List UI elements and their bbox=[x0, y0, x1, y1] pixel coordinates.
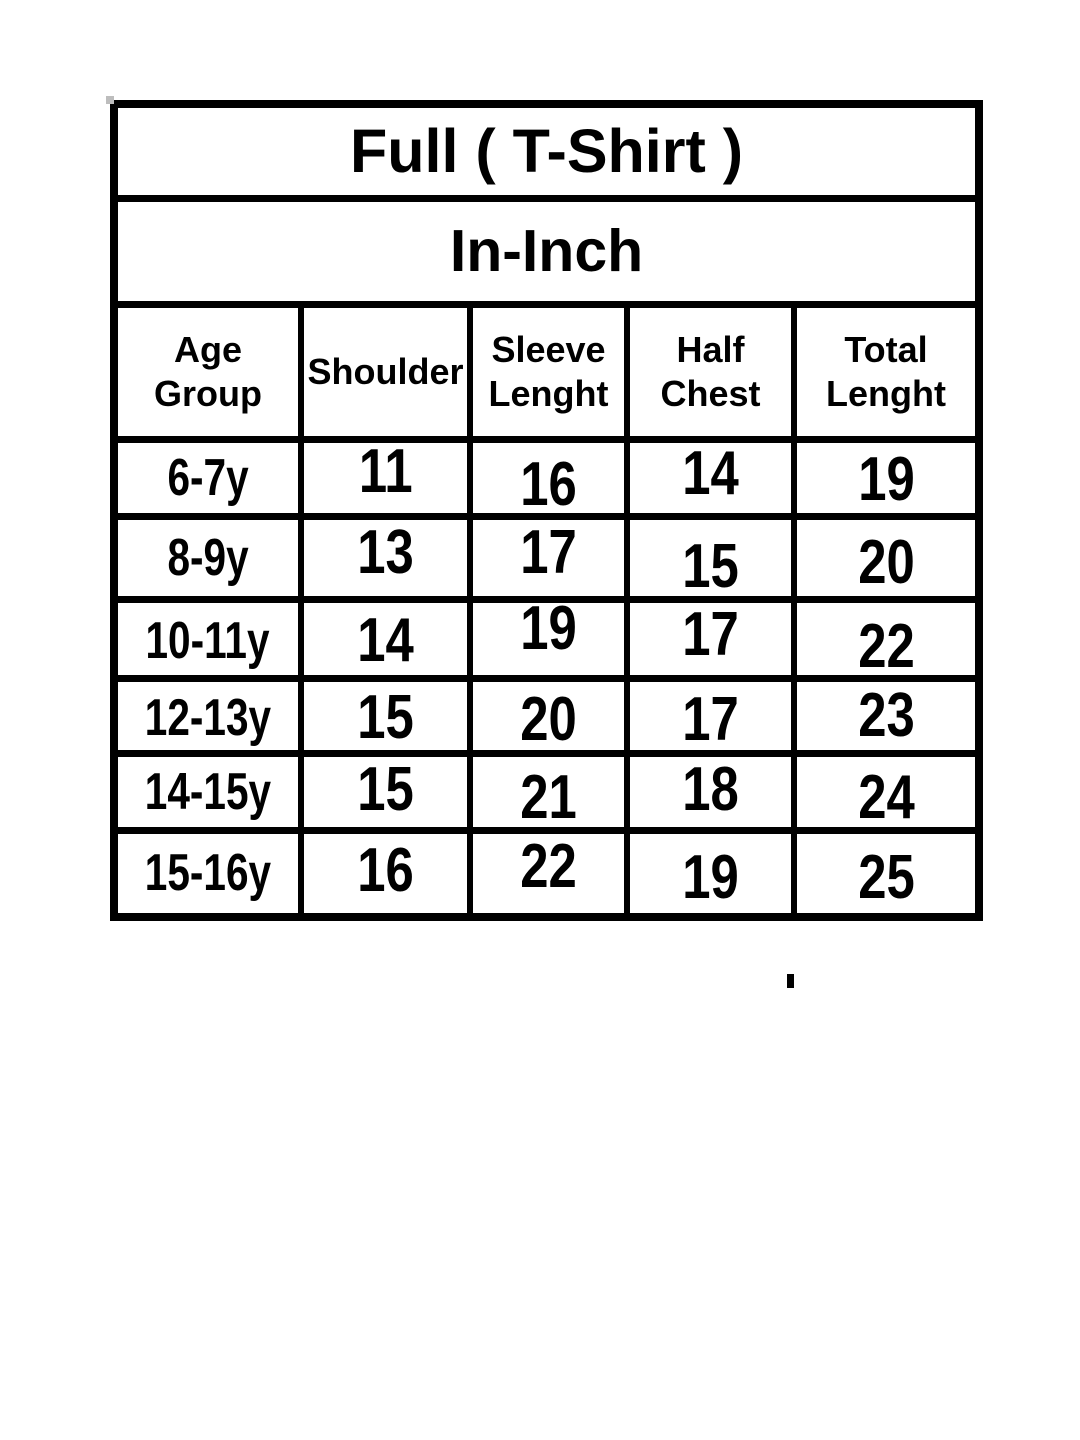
half-chest-value: 19 bbox=[682, 843, 739, 913]
table-row bbox=[114, 678, 979, 753]
total-length-value: 25 bbox=[857, 843, 915, 913]
cell-total-length bbox=[794, 439, 979, 516]
cell-sleeve-length bbox=[470, 830, 627, 917]
cell-sleeve-length bbox=[470, 516, 627, 599]
sleeve-length-value: 21 bbox=[520, 762, 577, 832]
cell-shoulder bbox=[301, 830, 470, 917]
total-length-value: 23 bbox=[857, 680, 915, 750]
shoulder-value: 14 bbox=[357, 605, 414, 675]
sleeve-length-value: 17 bbox=[520, 517, 577, 587]
cell-age-group bbox=[114, 753, 301, 830]
half-chest-value: 17 bbox=[682, 599, 739, 669]
sleeve-length-value: 22 bbox=[520, 832, 577, 902]
total-length-value: 19 bbox=[857, 444, 915, 514]
table-row bbox=[114, 599, 979, 678]
shoulder-value: 11 bbox=[358, 436, 413, 506]
chart-title: Full ( T-Shirt ) bbox=[349, 116, 744, 185]
cell-half-chest bbox=[627, 830, 794, 917]
column-divider-stub bbox=[787, 974, 794, 988]
cell-half-chest bbox=[627, 678, 794, 753]
cell-shoulder bbox=[301, 436, 470, 516]
cell-age-group bbox=[114, 678, 301, 753]
shoulder-value: 13 bbox=[357, 517, 414, 587]
cell-sleeve-length bbox=[470, 439, 627, 519]
cell-age-group bbox=[114, 516, 301, 599]
age-group-value: 14-15y bbox=[144, 762, 272, 821]
unit-label: In-Inch bbox=[449, 217, 644, 284]
age-group-value: 10-11y bbox=[145, 611, 271, 670]
total-length-value: 22 bbox=[857, 611, 915, 681]
column-header-sleeve-length: Sleeve Lenght bbox=[470, 304, 627, 439]
shoulder-value: 16 bbox=[357, 836, 414, 906]
sleeve-length-value: 20 bbox=[520, 684, 577, 754]
table-row bbox=[114, 830, 979, 917]
cell-half-chest bbox=[627, 516, 794, 599]
table-row bbox=[114, 753, 979, 830]
cell-half-chest bbox=[627, 753, 794, 830]
subtitle-row bbox=[114, 198, 979, 304]
total-length-value: 20 bbox=[857, 527, 915, 597]
cell-sleeve-length bbox=[470, 678, 627, 753]
cell-shoulder bbox=[301, 678, 470, 753]
column-header-half-chest: Half Chest bbox=[627, 304, 794, 439]
column-header-shoulder: Shoulder bbox=[301, 304, 470, 439]
cell-total-length bbox=[794, 830, 979, 917]
cell-shoulder bbox=[301, 753, 470, 830]
age-group-value: 12-13y bbox=[144, 688, 272, 747]
half-chest-value: 18 bbox=[682, 754, 739, 824]
shoulder-value: 15 bbox=[357, 682, 414, 752]
cell-total-length bbox=[794, 599, 979, 681]
cell-total-length bbox=[794, 753, 979, 830]
cell-total-length bbox=[794, 516, 979, 599]
table-row bbox=[114, 439, 979, 516]
size-chart-table bbox=[110, 100, 983, 921]
table-row bbox=[114, 516, 979, 599]
cell-age-group bbox=[114, 830, 301, 917]
cell-age-group bbox=[114, 439, 301, 516]
cell-age-group bbox=[114, 599, 301, 678]
chart-title-cell bbox=[114, 104, 979, 198]
total-length-value: 24 bbox=[857, 762, 915, 832]
cell-sleeve-length bbox=[470, 593, 627, 678]
cell-shoulder bbox=[301, 599, 470, 678]
half-chest-value: 14 bbox=[682, 438, 739, 508]
half-chest-value: 17 bbox=[682, 684, 739, 754]
shoulder-value: 15 bbox=[357, 754, 414, 824]
half-chest-value: 15 bbox=[682, 531, 739, 601]
age-group-value: 15-16y bbox=[144, 844, 272, 903]
cell-half-chest bbox=[627, 439, 794, 516]
title-row bbox=[114, 104, 979, 198]
column-header-total-length: Total Lenght bbox=[794, 304, 979, 439]
age-group-value: 8-9y bbox=[167, 528, 249, 587]
header-row bbox=[114, 304, 979, 439]
sleeve-length-value: 19 bbox=[520, 593, 577, 663]
cell-sleeve-length bbox=[470, 753, 627, 830]
cell-half-chest bbox=[627, 599, 794, 678]
sleeve-length-value: 16 bbox=[520, 449, 577, 519]
unit-label-cell bbox=[114, 198, 979, 304]
cell-total-length bbox=[794, 678, 979, 753]
corner-artifact bbox=[106, 96, 114, 104]
age-group-value: 6-7y bbox=[167, 448, 249, 507]
column-header-age-group: Age Group bbox=[114, 304, 301, 439]
cell-shoulder bbox=[301, 516, 470, 599]
